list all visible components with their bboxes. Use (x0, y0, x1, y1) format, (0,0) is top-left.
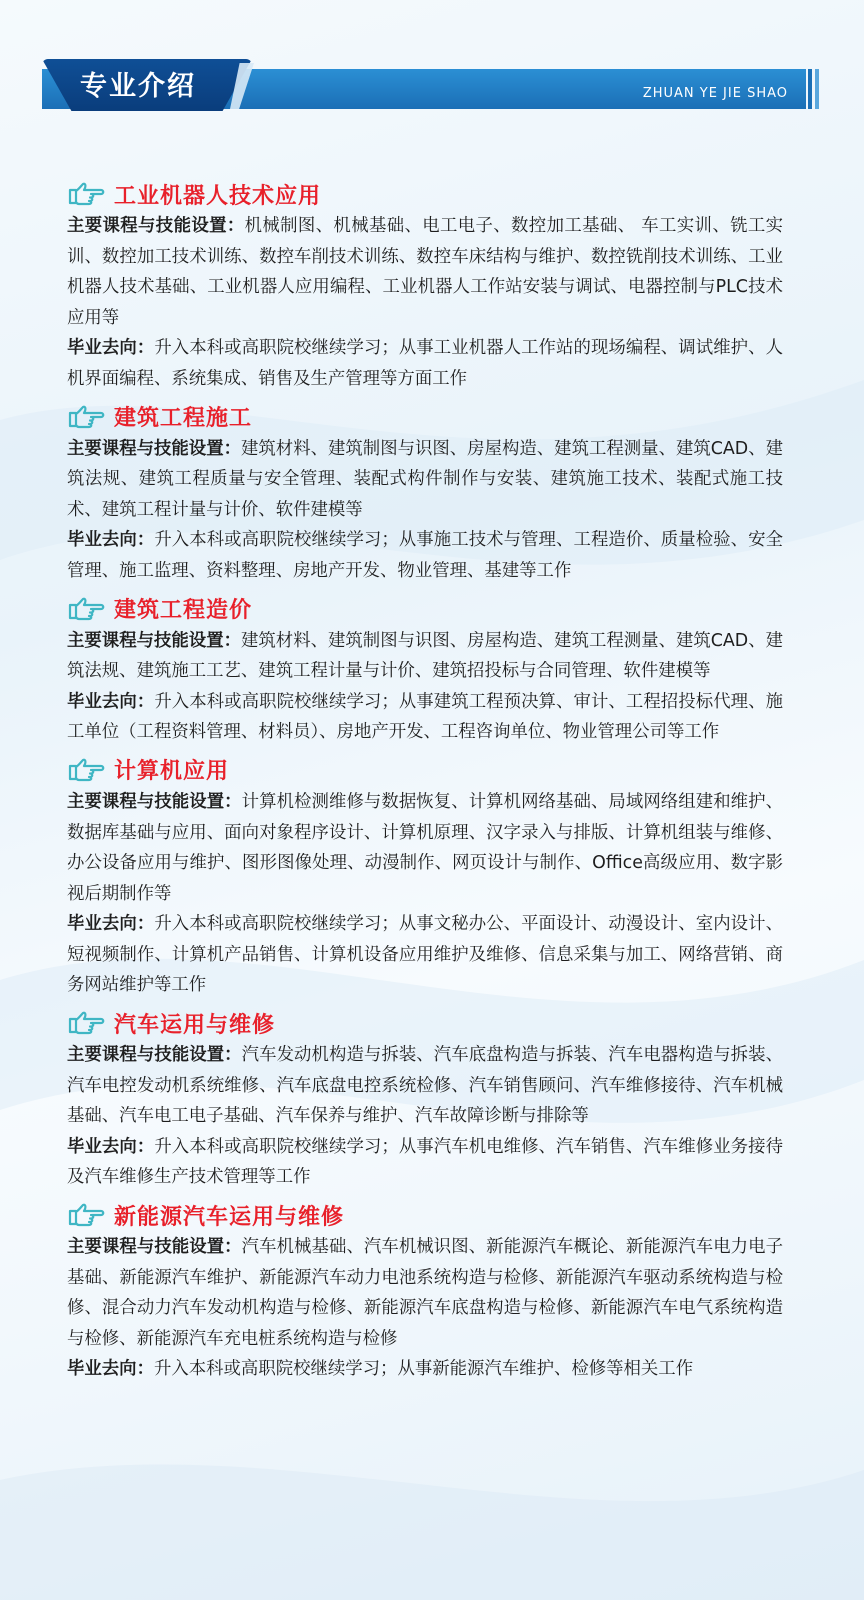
header-stripe (815, 69, 819, 109)
career-text: 升入本科或高职院校继续学习；从事施工技术与管理、工程造价、质量检验、安全管理、施工监理、资料整理、房地产开发、物业管理、基建等工作 (67, 530, 783, 581)
major-heading (67, 178, 783, 210)
career-label: 毕业去向： (67, 338, 155, 359)
career-text: 升入本科或高职院校继续学习；从事文秘办公、平面设计、动漫设计、室内设计、短视频制作、计算机产品销售、计算机设备应用维护及维修、信息采集与加工、网络营销、商务网站维护等工作 (67, 914, 783, 996)
career-label: 毕业去向： (67, 914, 155, 935)
major-item (67, 593, 783, 748)
career-paragraph (67, 525, 783, 586)
courses-label: 主要课程与技能设置： (67, 1237, 242, 1258)
courses-text: 机械制图、机械基础、电工电子、数控加工基础、 车工实训、铣工实训、数控加工技术训练、数控车削技术训练、数控车床结构与维护、数控铣削技术训练、工业机器人技术基础、工业机器人应用编程、工业机器人工作站安装与调试、电器控制与PLC技术应用等 (67, 216, 783, 328)
page-title: 专业介绍 (80, 71, 196, 102)
courses-label: 主要课程与技能设置： (67, 1045, 242, 1066)
pointing-hand-icon (67, 758, 107, 782)
major-heading (67, 754, 783, 786)
career-text: 升入本科或高职院校继续学习；从事新能源汽车维护、检修等相关工作 (153, 1359, 694, 1380)
courses-paragraph (67, 211, 783, 333)
pointing-hand-icon (67, 405, 107, 429)
courses-paragraph (67, 434, 783, 526)
courses-label: 主要课程与技能设置： (67, 791, 242, 812)
career-paragraph (67, 687, 783, 748)
courses-paragraph (67, 1040, 783, 1132)
courses-text: 计算机检测维修与数据恢复、计算机网络基础、局域网络组建和维护、数据库基础与应用、面向对象程序设计、计算机原理、汉字录入与排版、计算机组装与维修、办公设备应用与维护、图形图像处理、动漫制作、网页设计与制作、Office高级应用、数字影视后期制作等 (67, 791, 783, 904)
major-title: 建筑工程施工 (114, 406, 253, 432)
career-paragraph (67, 909, 783, 1001)
career-label: 毕业去向： (67, 691, 155, 712)
career-text: 升入本科或高职院校继续学习；从事建筑工程预决算、审计、工程招投标代理、施工单位（工程资料管理、材料员）、房地产开发、工程咨询单位、物业管理公司等工作 (67, 691, 783, 743)
page-subtitle: ZHUAN YE JIE SHAO (642, 86, 788, 101)
major-title: 建筑工程造价 (114, 598, 253, 624)
career-label: 毕业去向： (67, 1136, 155, 1157)
courses-text: 汽车发动机构造与拆装、汽车底盘构造与拆装、汽车电器构造与拆装、汽车电控发动机系统维修、汽车底盘电控系统检修、汽车销售顾问、汽车维修接待、汽车机械基础、汽车电工电子基础、汽车保养与维护、汽车故障诊断与排除等 (67, 1045, 783, 1127)
major-title: 汽车运用与维修 (114, 1012, 276, 1038)
pointing-hand-icon (67, 1203, 107, 1227)
major-item (67, 178, 783, 395)
major-item (67, 754, 783, 1001)
courses-label: 主要课程与技能设置： (67, 216, 245, 236)
major-heading (67, 401, 783, 433)
courses-label: 主要课程与技能设置： (67, 438, 241, 459)
major-heading (67, 1007, 783, 1039)
career-paragraph (67, 1132, 783, 1193)
major-title: 计算机应用 (114, 759, 230, 785)
courses-label: 主要课程与技能设置： (67, 630, 241, 651)
major-title: 工业机器人技术应用 (114, 183, 322, 209)
career-paragraph (67, 333, 783, 394)
pointing-hand-icon (67, 182, 107, 206)
career-label: 毕业去向： (67, 1359, 154, 1380)
major-item (67, 1007, 783, 1193)
pointing-hand-icon (67, 597, 107, 621)
courses-text: 建筑材料、建筑制图与识图、房屋构造、建筑工程测量、建筑CAD、建筑法规、建筑工程质量与安全管理、装配式构件制作与安装、建筑施工技术、装配式施工技术、建筑工程计量与计价、软件建模等 (67, 438, 783, 520)
courses-paragraph (67, 1232, 783, 1354)
major-heading (67, 1199, 783, 1231)
major-title: 新能源汽车运用与维修 (114, 1204, 345, 1230)
career-label: 毕业去向： (67, 530, 155, 551)
major-item (67, 401, 783, 587)
career-text: 升入本科或高职院校继续学习；从事工业机器人工作站的现场编程、调试维护、人机界面编程、系统集成、销售及生产管理等方面工作 (67, 338, 783, 389)
majors-list (67, 178, 783, 1391)
courses-text: 建筑材料、建筑制图与识图、房屋构造、建筑工程测量、建筑CAD、建筑法规、建筑施工工艺、建筑工程计量与计价、建筑招投标与合同管理、软件建模等 (67, 630, 783, 682)
career-text: 升入本科或高职院校继续学习；从事汽车机电维修、汽车销售、汽车维修业务接待及汽车维修生产技术管理等工作 (67, 1136, 783, 1188)
pointing-hand-icon (67, 1011, 107, 1035)
career-paragraph (67, 1354, 783, 1385)
courses-text: 汽车机械基础、汽车机械识图、新能源汽车概论、新能源汽车电力电子基础、新能源汽车维护、新能源汽车动力电池系统构造与检修、新能源汽车驱动系统构造与检修、混合动力汽车发动机构造与检修、新能源汽车底盘构造与检修、新能源汽车电气系统构造与检修、新能源汽车充电桩系统构造与检修 (67, 1237, 783, 1349)
section-header (42, 65, 822, 109)
major-heading (67, 593, 783, 625)
major-item (67, 1199, 783, 1385)
courses-paragraph (67, 787, 783, 909)
header-stripe (808, 69, 812, 109)
courses-paragraph (67, 626, 783, 687)
